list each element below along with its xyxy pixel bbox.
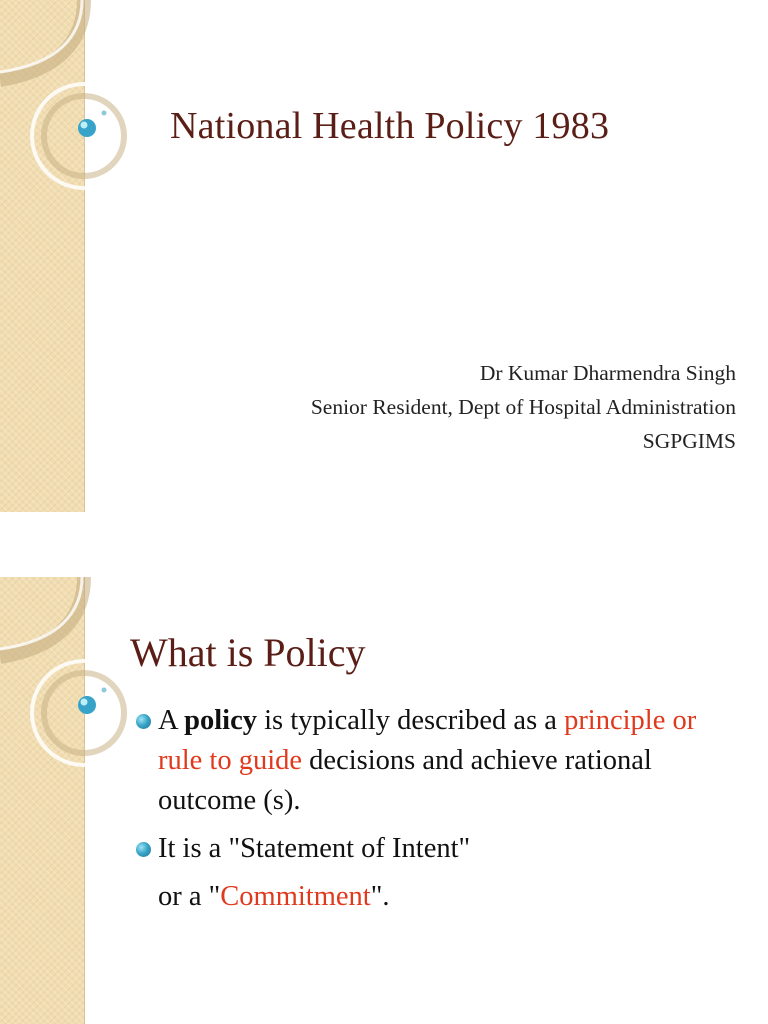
bullet-item: It is a "Statement of Intent" — [134, 829, 734, 869]
blue-sphere-icon — [78, 119, 96, 137]
bullet-item: A policy is typically described as a principle or rule to guide decisions and achieve rational outcome (s). — [134, 701, 734, 821]
presenter-info — [311, 356, 736, 458]
ring-arc-decoration — [0, 0, 140, 220]
institution-name: SGPGIMS — [642, 429, 736, 453]
bold-term: policy — [184, 705, 257, 736]
bullet-continuation: or a "Commitment". — [158, 881, 390, 912]
decorative-side-strip — [0, 577, 85, 1024]
decorative-side-strip — [0, 0, 85, 512]
blue-sphere-icon — [78, 696, 96, 714]
author-name: Dr Kumar Dharmendra Singh — [479, 361, 736, 385]
content-slide — [0, 577, 768, 1024]
blue-sphere-icon — [136, 714, 151, 729]
ring-arc-decoration — [0, 577, 140, 797]
highlighted-word: Commitment — [220, 881, 371, 912]
blue-sphere-icon — [136, 842, 151, 857]
slide-title: National Health Policy 1983 — [170, 105, 610, 147]
bullet-list — [134, 701, 734, 917]
author-position: Senior Resident, Dept of Hospital Administration — [310, 395, 736, 419]
highlighted-phrase: principle or rule to guide — [158, 705, 697, 776]
slide-title: What is Policy — [130, 630, 366, 675]
